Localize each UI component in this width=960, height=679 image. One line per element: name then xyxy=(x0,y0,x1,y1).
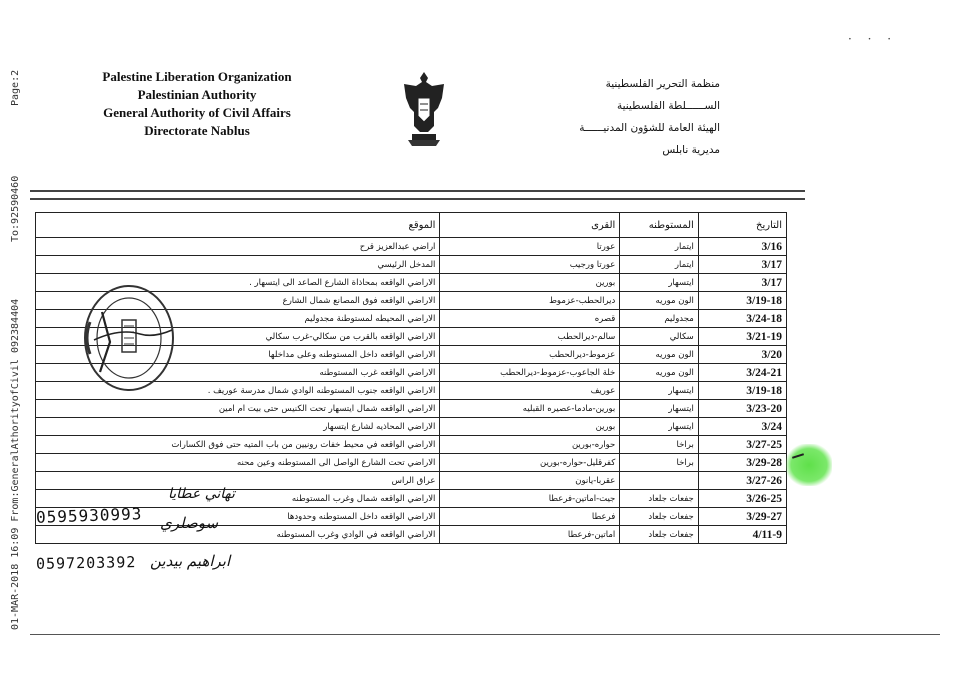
cell-date: 3/20 xyxy=(698,346,786,364)
cell-settlement xyxy=(620,472,699,490)
cell-settlement: ايتسهار xyxy=(620,274,699,292)
cell-date: 3/17 xyxy=(698,256,786,274)
fax-page-number: Page:2 xyxy=(10,69,21,106)
table-row xyxy=(36,400,787,418)
table-row xyxy=(36,436,787,454)
cell-settlement: جفعات جلعاد xyxy=(620,508,699,526)
org-name-ar: منظمة التحرير الفلسطينية xyxy=(605,78,720,90)
cell-location: الاراضي الواقعه في الوادي وغرب المستوطنه xyxy=(36,526,440,544)
cell-date: 3/24-18 xyxy=(698,310,786,328)
table-row xyxy=(36,418,787,436)
cell-location: الاراضي الواقعه جنوب المستوطنه الوادي شمال مدرسة عوريف . xyxy=(36,382,440,400)
cell-villages: فرعطا xyxy=(440,508,620,526)
table-row xyxy=(36,454,787,472)
letterhead-arabic xyxy=(560,73,720,161)
cell-location: الاراضي الواقعه شمال ايتسهار تحت الكنيس حتى بيت ام امين xyxy=(36,400,440,418)
cell-date: 3/26-25 xyxy=(698,490,786,508)
table-header-row xyxy=(36,213,787,238)
civil-affairs-ar: الهيئة العامة للشؤون المدنيــــــة xyxy=(579,122,720,134)
cell-villages: بورين-مادما-عصيره القبليه xyxy=(440,400,620,418)
cell-date: 3/29-28 xyxy=(698,454,786,472)
cell-villages: سالم-ديرالحطب xyxy=(440,328,620,346)
cell-date: 3/27-25 xyxy=(698,436,786,454)
cell-location: الاراضي الواقعه داخل المستوطنه وعلى مداخلها xyxy=(36,346,440,364)
cell-settlement: مجدوليم xyxy=(620,310,699,328)
cell-settlement: ايتمار xyxy=(620,238,699,256)
cell-settlement: ايتسهار xyxy=(620,418,699,436)
authority-name-en: Palestinian Authority xyxy=(137,87,257,102)
table-row xyxy=(36,472,787,490)
table-row xyxy=(36,238,787,256)
cell-settlement: ايتمار xyxy=(620,256,699,274)
highlighter-mark xyxy=(786,444,832,486)
handwritten-name-3: ابراهيم بيدين xyxy=(150,552,231,570)
cell-date: 3/24-21 xyxy=(698,364,786,382)
civil-affairs-en: General Authority of Civil Affairs xyxy=(103,105,291,120)
cell-location: الاراضي تحت الشارع الواصل الى المستوطنه وعين محنه xyxy=(36,454,440,472)
handwritten-phone-2: 0597203392 xyxy=(35,553,137,573)
cell-location: الاراضي المحاذيه لشارع ايتسهار xyxy=(36,418,440,436)
cell-settlement: براخا xyxy=(620,436,699,454)
cell-location: الاراضي المحيطه لمستوطنة مجدوليم xyxy=(36,310,440,328)
cell-settlement: سكالي xyxy=(620,328,699,346)
cell-date: 3/19-18 xyxy=(698,382,786,400)
cell-location: عراق الراس xyxy=(36,472,440,490)
cell-date: 3/27-26 xyxy=(698,472,786,490)
cell-villages: ديرالحطب-عزموط xyxy=(440,292,620,310)
cell-location: الاراضي الواقعه فوق المصانع شمال الشارع xyxy=(36,292,440,310)
cell-settlement: ايتسهار xyxy=(620,400,699,418)
cell-settlement: براخا xyxy=(620,454,699,472)
cell-location: الاراضي الواقعه غرب المستوطنه xyxy=(36,364,440,382)
cell-villages: عورتا ورجيب xyxy=(440,256,620,274)
fax-margin xyxy=(4,60,24,660)
cell-villages: كفرقليل-حواره-بورين xyxy=(440,454,620,472)
org-name-en: Palestine Liberation Organization xyxy=(102,69,292,84)
cell-villages: خلة الجاعوب-عزموط-ديرالحطب xyxy=(440,364,620,382)
cell-villages: عقربا-يانون xyxy=(440,472,620,490)
handwritten-name-1: تهاني عطايا xyxy=(168,486,235,502)
cell-villages: بورين xyxy=(440,274,620,292)
cell-location: الاراضي الواقعه بمحاذاة الشارع الصاعد الى ايتسهار . xyxy=(36,274,440,292)
cell-villages: قصره xyxy=(440,310,620,328)
table-row xyxy=(36,490,787,508)
header-settlement: المستوطنه xyxy=(620,213,699,238)
header-date: التاريخ xyxy=(698,213,786,238)
cell-villages: عوريف xyxy=(440,382,620,400)
handwritten-name-2: سوصلري xyxy=(160,514,219,532)
cell-date: 3/23-20 xyxy=(698,400,786,418)
header-villages: القرى xyxy=(440,213,620,238)
cell-location: الاراضي الواقعه في محيط خفات رونيين من باب المتيه حتى فوق الكسارات xyxy=(36,436,440,454)
cell-location: الاراضي الواقعه داخل المستوطنه وحدودها xyxy=(36,508,440,526)
authority-name-ar: الســــــلطة الفلسطينية xyxy=(616,100,720,112)
cell-date: 3/17 xyxy=(698,274,786,292)
fax-to-number: To:92590460 xyxy=(10,175,21,242)
cell-villages: عزموط-ديرالحطب xyxy=(440,346,620,364)
table-row xyxy=(36,256,787,274)
cell-location: المدخل الرئيسي xyxy=(36,256,440,274)
directorate-ar: مديرية نابلس xyxy=(662,144,720,156)
eagle-emblem-icon xyxy=(398,68,450,148)
cell-date: 3/19-18 xyxy=(698,292,786,310)
cell-settlement: ايتسهار xyxy=(620,382,699,400)
cell-villages: اماتين-فرعطا xyxy=(440,526,620,544)
scan-dots: · · · xyxy=(848,32,898,46)
official-stamp-icon xyxy=(80,282,178,394)
letterhead-english xyxy=(72,68,322,140)
cell-date: 3/21-19 xyxy=(698,328,786,346)
cell-date: 3/29-27 xyxy=(698,508,786,526)
handwritten-phone-1: 0595930993 xyxy=(35,504,143,527)
cell-date: 4/11-9 xyxy=(698,526,786,544)
table-row xyxy=(36,526,787,544)
cell-date: 3/24 xyxy=(698,418,786,436)
cell-settlement: جفعات جلعاد xyxy=(620,490,699,508)
directorate-en: Directorate Nablus xyxy=(144,123,250,138)
footer-divider xyxy=(30,634,940,635)
cell-settlement: الون موريه xyxy=(620,364,699,382)
cell-villages: جيت-اماتين-فرعطا xyxy=(440,490,620,508)
cell-settlement: الون موريه xyxy=(620,292,699,310)
cell-date: 3/16 xyxy=(698,238,786,256)
cell-settlement: الون موريه xyxy=(620,346,699,364)
cell-villages: عورتا xyxy=(440,238,620,256)
header-divider xyxy=(30,190,805,200)
table-row xyxy=(36,508,787,526)
cell-location: الاراضي الواقعه شمال وغرب المستوطنه xyxy=(36,490,440,508)
fax-from-line: 01-MAR-2018 16:09 From:GeneralAthorityofCivil 092384404 xyxy=(10,298,21,630)
cell-location: اراضي عبدالعزيز قرح xyxy=(36,238,440,256)
header-location: الموقع xyxy=(36,213,440,238)
cell-villages: حواره-بورين xyxy=(440,436,620,454)
cell-settlement: جفعات جلعاد xyxy=(620,526,699,544)
cell-location: الاراضي الواقعه بالقرب من سكالي-غرب سكالي xyxy=(36,328,440,346)
cell-villages: بورين xyxy=(440,418,620,436)
